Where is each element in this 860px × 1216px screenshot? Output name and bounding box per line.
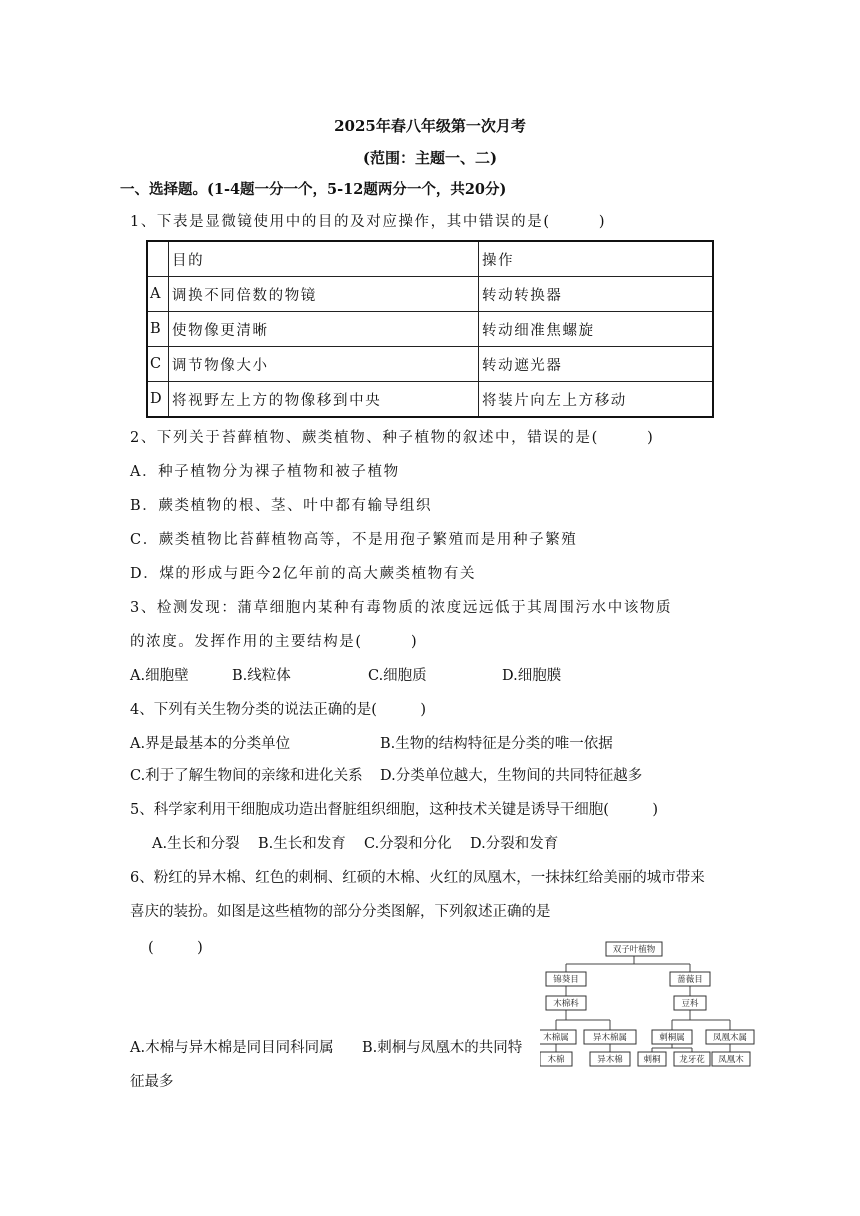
tree-label-species: 凤凰木 [718, 1055, 744, 1065]
tree-label-family: 豆科 [681, 999, 699, 1009]
question-5-option-a: A.生长和分裂 [152, 836, 240, 852]
question-6-option-b-continued: 征最多 [130, 1074, 174, 1090]
tree-label-species: 木棉 [547, 1055, 565, 1065]
question-2-option-b: B．蕨类植物的根、茎、叶中都有输导组织 [130, 498, 433, 514]
question-5-option-d: D.分裂和发育 [470, 836, 559, 852]
tree-label-order: 锦葵目 [553, 975, 579, 985]
table-row [147, 277, 713, 312]
question-6-option-a: A.木棉与异木棉是同目同科同属 [130, 1040, 334, 1056]
tree-label-genus: 木棉属 [543, 1033, 569, 1043]
table-row-key: C [147, 347, 169, 382]
table-row-action: 将装片向左上方移动 [479, 382, 714, 418]
tree-label-genus: 异木棉属 [592, 1033, 628, 1043]
table-row-key: B [147, 312, 169, 347]
table-row-purpose: 使物像更清晰 [169, 312, 479, 347]
question-3-stem: 的浓度。发挥作用的主要结构是( ) [130, 634, 419, 650]
table-cell [147, 241, 169, 277]
classification-tree-diagram [540, 934, 760, 1074]
table-header-row [147, 241, 713, 277]
table-row [147, 347, 713, 382]
question-3-option-b: B.线粒体 [232, 668, 291, 684]
table-row-action: 转动遮光器 [479, 347, 714, 382]
question-2-option-a: A．种子植物分为裸子植物和被子植物 [130, 464, 400, 480]
question-2-option-c: C．蕨类植物比苔藓植物高等，不是用孢子繁殖而是用种子繁殖 [130, 532, 578, 548]
section-heading: 一、选择题。(1-4题一分一个，5-12题两分一个，共20分) [120, 181, 507, 198]
question-3-option-d: D.细胞膜 [502, 668, 562, 684]
tree-label-species: 龙牙花 [679, 1055, 705, 1065]
tree-label-species: 刺桐 [643, 1055, 661, 1065]
tree-label-species: 异木棉 [597, 1055, 623, 1065]
question-5-stem: 5、科学家利用干细胞成功造出督脏组织细胞，这种技术关键是诱导干细胞( ) [130, 802, 659, 818]
table-row-purpose: 将视野左上方的物像移到中央 [169, 382, 479, 418]
question-3-option-c: C.细胞质 [368, 668, 427, 684]
question-4-option-b: B.生物的结构特征是分类的唯一依据 [380, 736, 613, 752]
question-4-option-d: D.分类单位越大，生物间的共同特征越多 [380, 768, 643, 784]
question-3-option-a: A.细胞壁 [130, 668, 189, 684]
question-4-option-c: C.利于了解生物间的亲缘和进化关系 [130, 768, 363, 784]
question-5-option-b: B.生长和发育 [258, 836, 346, 852]
table-row-key: D [147, 382, 169, 418]
question-6-answer-blank: ( ) [148, 940, 203, 956]
microscope-table [146, 240, 714, 418]
exam-title: 2025年春八年级第一次月考 [334, 117, 526, 135]
exam-scope: (范围：主题一、二) [362, 149, 498, 167]
tree-label-family: 木棉科 [553, 999, 579, 1009]
question-3-stem: 3、检测发现：蒲草细胞内某种有毒物质的浓度远远低于其周围污水中该物质 [130, 600, 673, 616]
question-2-stem: 2、下列关于苔藓植物、蕨类植物、种子植物的叙述中，错误的是( ) [130, 430, 655, 446]
question-5-option-c: C.分裂和分化 [364, 836, 452, 852]
tree-label-order: 蔷薇目 [677, 975, 703, 985]
table-row [147, 382, 713, 418]
question-1-stem: 1、下表是显微镜使用中的目的及对应操作，其中错误的是( ) [130, 214, 607, 230]
question-2-option-d: D．煤的形成与距今2亿年前的高大蕨类植物有关 [130, 566, 477, 582]
table-row [147, 312, 713, 347]
table-row-purpose: 调节物像大小 [169, 347, 479, 382]
tree-label-genus: 刺桐属 [659, 1033, 685, 1043]
table-header-purpose: 目的 [169, 241, 479, 277]
tree-label-root: 双子叶植物 [612, 945, 656, 955]
question-6-option-b: B.刺桐与凤凰木的共同特 [362, 1040, 523, 1056]
table-row-key: A [147, 277, 169, 312]
table-row-action: 转动细准焦螺旋 [479, 312, 714, 347]
question-6-stem: 喜庆的装扮。如图是这些植物的部分分类图解，下列叙述正确的是 [130, 904, 551, 920]
question-4-stem: 4、下列有关生物分类的说法正确的是( ) [130, 702, 427, 718]
question-4-option-a: A.界是最基本的分类单位 [130, 736, 291, 752]
question-6-stem: 6、粉红的异木棉、红色的刺桐、红硕的木棉、火红的凤凰木，一抹抹红给美丽的城市带来 [130, 870, 705, 886]
tree-label-genus: 凤凰木属 [712, 1033, 748, 1043]
table-row-purpose: 调换不同倍数的物镜 [169, 277, 479, 312]
table-row-action: 转动转换器 [479, 277, 714, 312]
table-header-action: 操作 [479, 241, 714, 277]
